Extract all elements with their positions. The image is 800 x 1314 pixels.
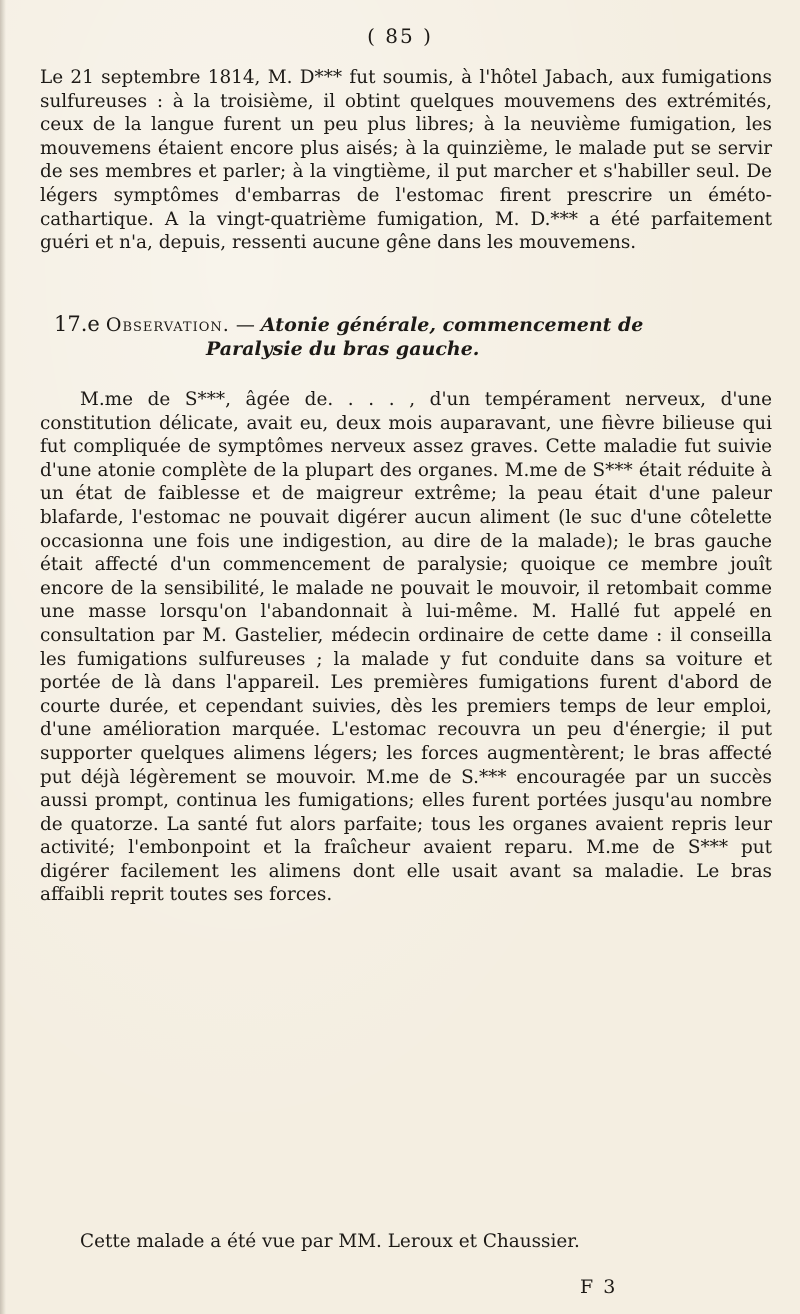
- observation-number: 17.e: [54, 312, 100, 336]
- paragraph-3-text: Cette malade a été vue par MM. Leroux et Chaussier.: [80, 1231, 580, 1252]
- signature-mark: F 3: [580, 1276, 618, 1298]
- paragraph-2-text: M.me de S***, âgée de. . . . , d'un tempérament nerveux, d'une constitution délicate, avait eu, deux mois auparavant, une fièvre bilieuse qui fut compliquée de symptômes nerveux assez graves. Cette maladie fut suivie d'une atonie complète de la plupart des organes. M.me de S*** était réduite à un état de faiblesse et de maigreur extrême; la peau était d'une paleur blafarde, l'estomac ne pouvait digérer aucun aliment (le suc d'une côtelette occasionna une fois une indigestion, au dire de la malade); le bras gauche était affecté d'un commencement de paralysie; quoique ce membre jouît encore de la sensibilité, le malade ne pouvait le mouvoir, il retombait comme une masse lorsqu'on l'abandonnait à lui-même. M. Hallé fut appelé en consultation par M. Gastelier, médecin ordinaire de cette dame : il conseilla les fumigations sulfureuses ; la malade y fut conduite dans sa voiture et portée de là dans l'appareil. Les premières fumigations furent d'abord de courte durée, et cependant suivies, dès les premiers temps de leur emploi, d'une amélioration marquée. L'estomac recouvra un peu d'énergie; il put supporter quelques alimens légers; les forces augmentèrent; le bras affecté put déjà légèrement se mouvoir. M.me de S.*** encouragée par un succès aussi prompt, continua les fumigations; elles furent portées jusqu'au nombre de quatorze. La santé fut alors parfaite; tous les organes avaient repris leur activité; l'embonpoint et la fraîcheur avaient reparu. M.me de S*** put digérer facilement les alimens dont elle usait avant sa maladie. Le bras affaibli reprit toutes ses forces.: [40, 389, 772, 906]
- observation-dash: —: [235, 314, 255, 336]
- observation-title-line2: Paralysie du bras gauche.: [206, 338, 480, 360]
- paragraph-3: [40, 1230, 772, 1254]
- observation-title-line1: Atonie générale, commencement de: [260, 314, 644, 336]
- page-edge-shadow: [0, 0, 6, 1314]
- observation-label: Observation.: [105, 314, 230, 336]
- paragraph-1-text: Le 21 septembre 1814, M. D*** fut soumis, à l'hôtel Jabach, aux fumigations sulfureuses : à la troisième, il obtint quelques mouvemens des extrémités, ceux de la langue furent un peu plus libres; à la neuvième fumigation, les mouvemens étaient encore plus aisés; à la quinzième, le malade put se servir de ses membres et parler; à la vingtième, il put marcher et s'habiller seul. De légers symptômes d'embarras de l'estomac firent prescrire un éméto-cathartique. A la vingt-quatrième fumigation, M. D.*** a été parfaitement guéri et n'a, depuis, ressenti aucune gêne dans les mouvemens.: [40, 67, 772, 254]
- paragraph-2: [40, 388, 772, 907]
- observation-heading: [40, 312, 772, 361]
- paragraph-1: [40, 66, 772, 255]
- page-number: ( 85 ): [367, 24, 433, 48]
